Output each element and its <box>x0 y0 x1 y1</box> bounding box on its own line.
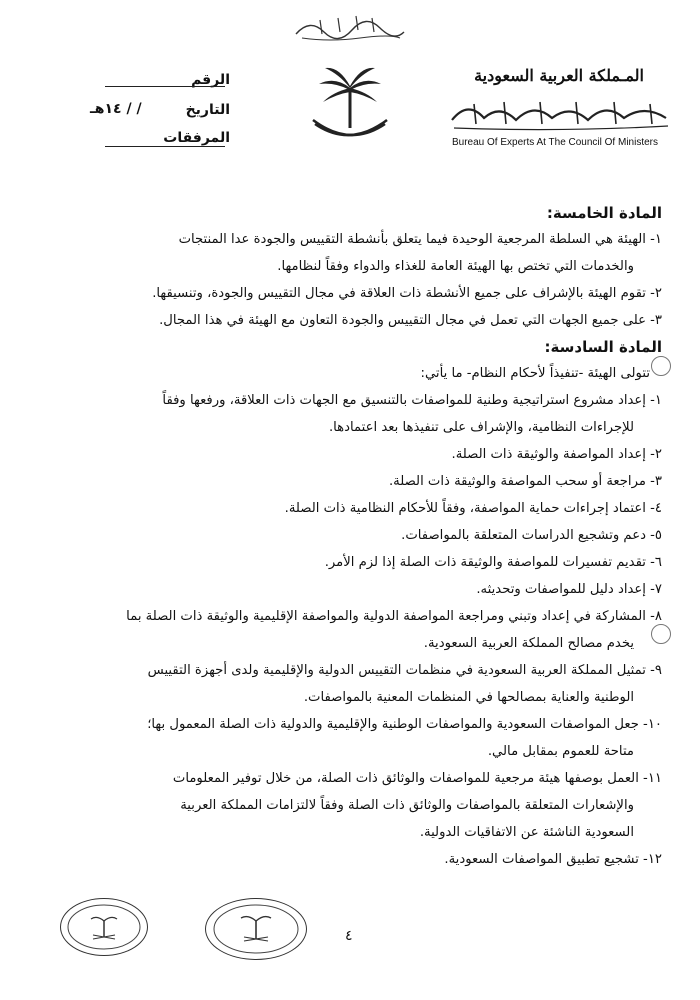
article-6-intro: تتولى الهيئة -تنفيذاً لأحكام النظام- ما يأتي: <box>420 366 650 381</box>
article-6-line: متاحة للعموم بمقابل مالي. <box>487 744 634 759</box>
article-6-title: المادة السادسة: <box>544 338 662 356</box>
article-5-line: ١- الهيئة هي السلطة المرجعية الوحيدة فيما يتعلق بأنشطة التقييس والجودة عدا المنتجات <box>178 232 662 247</box>
article-6-line: ٤- اعتماد إجراءات حماية المواصفة، وفقاً للأحكام النظامية ذات الصلة. <box>284 501 662 516</box>
article-6-line: ١٠- جعل المواصفات السعودية والمواصفات الوطنية والإقليمية والدولية ذات الصلة المعمول بها؛ <box>147 717 662 732</box>
official-seal-right <box>205 898 307 960</box>
article-5-title: المادة الخامسة: <box>546 204 662 222</box>
article-5-line: ٢- تقوم الهيئة بالإشراف على جميع الأنشطة ذات العلاقة في مجال التقييس والجودة، وتنسيقها. <box>152 286 662 301</box>
number-label: الرقم <box>191 72 230 88</box>
org-bureau-english: Bureau Of Experts At The Council Of Ministers <box>451 137 658 148</box>
article-5-line: ٣- على جميع الجهات التي تعمل في مجال التقييس والجودة التعاون مع الهيئة في هذا المجال. <box>159 313 662 328</box>
article-6-line: ٦- تقديم تفسيرات للمواصفة والوثيقة ذات الصلة إذا لزم الأمر. <box>324 555 662 570</box>
article-6-line: ١٢- تشجيع تطبيق المواصفات السعودية. <box>444 852 662 867</box>
article-6-line: الوطنية والعناية بمصالحها في المنظمات المعنية بالمواصفات. <box>303 690 634 705</box>
article-6-line: للإجراءات النظامية، والإشراف على تنفيذها بعد اعتمادها. <box>328 420 634 435</box>
official-seal-left <box>60 898 148 956</box>
org-country-name: المـملكة العربية السعودية <box>474 66 644 85</box>
article-6-line: ٥- دعم وتشجيع الدراسات المتعلقة بالمواصفات. <box>401 528 662 543</box>
org-bureau-logo <box>444 96 674 138</box>
date-label: التاريخ <box>185 102 230 118</box>
attachments-field <box>163 130 230 146</box>
article-6-line: يخدم مصالح المملكة العربية السعودية. <box>423 636 634 651</box>
article-6-line: ٩- تمثيل المملكة العربية السعودية في منظمات التقييس الدولية والإقليمية ولدى أجهزة التقييس <box>147 663 662 678</box>
article-6-line: السعودية الناشئة عن الاتفاقيات الدولية. <box>419 825 634 840</box>
article-6-line: ٣- مراجعة أو سحب المواصفة والوثيقة ذات الصلة. <box>388 474 662 489</box>
article-6-line: ٢- إعداد المواصفة والوثيقة ذات الصلة. <box>451 447 662 462</box>
article-6-line: ١١- العمل بوصفها هيئة مرجعية للمواصفات والوثائق ذات الصلة، من خلال توفير المعلومات <box>172 771 662 786</box>
attachments-label: المرفقات <box>163 130 230 146</box>
document-body <box>42 200 662 873</box>
bismillah-calligraphy <box>290 10 410 46</box>
number-line <box>105 86 225 87</box>
page-number: ٤ <box>345 928 353 944</box>
palm-swords-emblem-icon <box>305 62 395 152</box>
attachments-line <box>105 146 225 147</box>
article-6-line: ١- إعداد مشروع استراتيجية وطنية للمواصفات بالتنسيق مع الجهات ذات العلاقة، ورفعها وفقاً <box>162 393 662 408</box>
article-5-line: والخدمات التي تختص بها الهيئة العامة للغذاء والدواء وفقاً لنظامها. <box>277 259 634 274</box>
article-6-line: ٧- إعداد دليل للمواصفات وتحديثه. <box>476 582 662 597</box>
article-6-line: والإشعارات المتعلقة بالمواصفات والوثائق ذات الصلة وفقاً لالتزامات المملكة العربية <box>180 798 634 813</box>
date-value: / / ١٤هـ <box>90 101 142 117</box>
date-field <box>170 102 230 118</box>
article-6-line: ٨- المشاركة في إعداد وتبني ومراجعة المواصفة الدولية والمواصفة الإقليمية والوثيقة ذات الصلة بما <box>126 609 662 624</box>
